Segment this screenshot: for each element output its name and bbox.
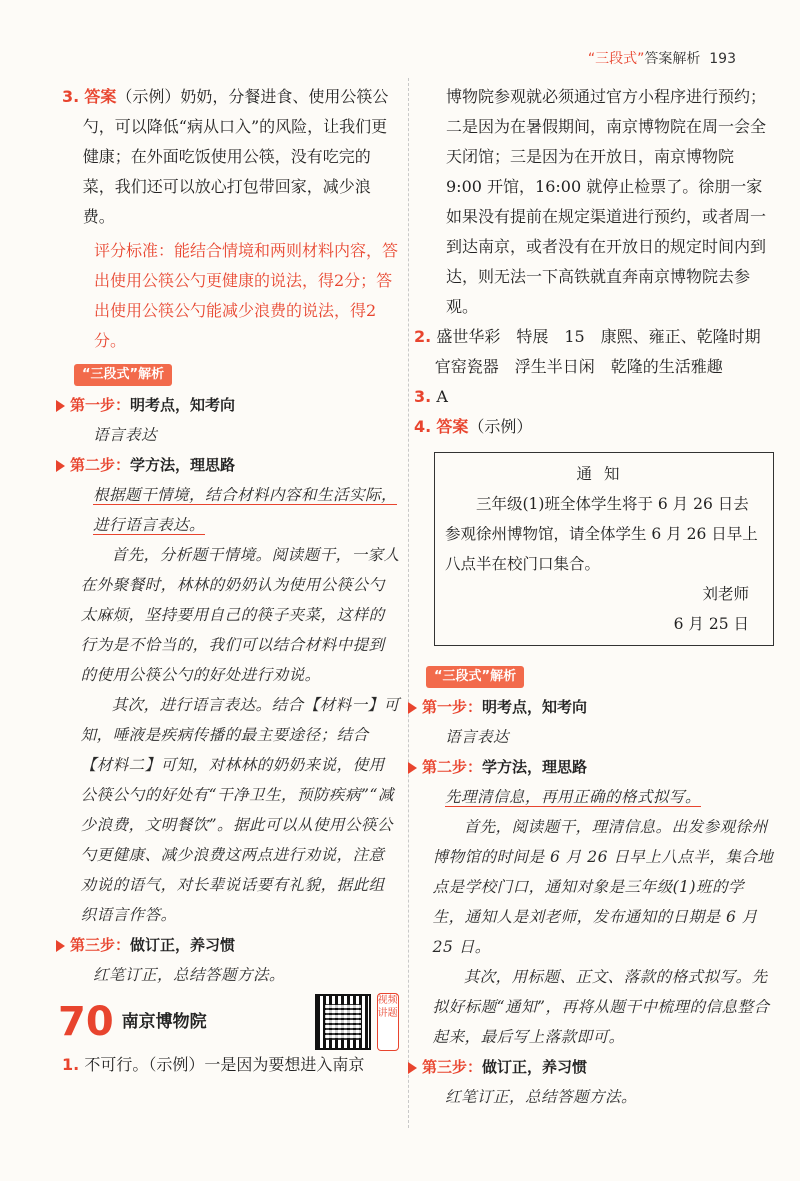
q1-continued: 博物院参观就必须通过官方小程序进行预约；二是因为在暑假期间，南京博物院在周一会全天闭馆；三是因为在开放日，南京博物院 9:00 开馆，16:00 就停止检票了。徐朋一家如果没有提前在规定渠道进行预约，或者周一到达南京，或者没有在开放日的规定时间内到达，则无法一下高铁就直奔南京博物院去参观。 (446, 87, 767, 316)
notice-body: 三年级(1)班全体学生将于 6 月 26 日去参观徐州博物馆，请全体学生 6 月 26 日早上八点半在校门口集合。 (445, 495, 758, 573)
step2-underline: 根据题干情境，结合材料内容和生活实际，进行语言表达。 (93, 486, 398, 534)
step1-label: 第一步： (422, 698, 483, 716)
q1-number: 1. (62, 1055, 80, 1074)
step1-heading (408, 692, 774, 722)
left-column (58, 82, 400, 1080)
q3r-number: 3. (414, 387, 432, 406)
q4-text: （示例） (468, 417, 533, 436)
step3-title: 做订正，养习惯 (482, 1058, 588, 1076)
step3-content: 红笔订正，总结答题方法。 (93, 966, 286, 984)
step2-label: 第二步： (422, 758, 483, 776)
q2-text: 盛世华彩 特展 15 康熙、雍正、乾隆时期官窑瓷器 浮生半日闲 乾隆的生活雅趣 (434, 327, 761, 376)
step2-label: 第二步： (70, 456, 131, 474)
video-tag[interactable]: 视频讲题 (377, 993, 399, 1051)
step3-label: 第三步： (70, 936, 131, 954)
q3-answer-label: 答案 (84, 87, 117, 106)
q3r-answer (414, 382, 774, 412)
step1-title: 明考点，知考向 (130, 396, 236, 414)
notice-date: 6 月 25 日 (673, 615, 749, 633)
step1-label: 第一步： (70, 396, 131, 414)
section-number: 70 (58, 999, 114, 1045)
qr-code-icon[interactable] (315, 994, 371, 1050)
step3-heading (408, 1052, 774, 1082)
q3-criteria: 评分标准：能结合情境和两则材料内容，答出使用公筷公勺更健康的说法，得2分；答出使用公筷公勺能减少浪费的说法，得2分。 (94, 241, 399, 350)
header-highlight: “三段式” (587, 51, 645, 67)
analysis-badge: “三段式”解析 (74, 364, 172, 386)
q3-answer (62, 82, 400, 232)
section-title (58, 995, 400, 1046)
section-name: 南京博物院 (121, 1012, 207, 1032)
q1-text: 不可行。（示例）一是因为要想进入南京 (84, 1055, 365, 1074)
analysis-para1: 首先，阅读题干，理清信息。出发参观徐州博物馆的时间是 6 月 26 日早上八点半，集合地点是学校门口，通知对象是三年级(1)班的学生，通知人是刘老师，发布通知的日期是 6 月 25 日。 (432, 818, 774, 956)
q2-answer (414, 322, 774, 382)
analysis-para2: 其次，进行语言表达。结合【材料一】可知，唾液是疾病传播的最主要途径；结合【材料二】可知，对林林的奶奶来说，使用公筷公勺的好处有“干净卫生，预防疾病”“减少浪费，文明餐饮”。据此可以从使用公筷公勺更健康、减少浪费这两点进行劝说，注意劝说的语气，对长辈说话要有礼貌，据此组织语言作答。 (80, 696, 400, 924)
analysis-para2: 其次，用标题、正文、落款的格式拟写。先拟好标题“通知”，再将从题干中梳理的信息整合起来，最后写上落款即可。 (432, 968, 770, 1046)
step2-method (62, 480, 400, 540)
step3-title: 做订正，养习惯 (130, 936, 236, 954)
q3-number: 3. (62, 87, 80, 106)
step2-method (414, 782, 774, 812)
q3r-text: A (436, 387, 448, 406)
step3-content: 红笔订正，总结答题方法。 (445, 1088, 638, 1106)
step-arrow-icon (408, 762, 417, 774)
step2-heading (56, 450, 400, 480)
step2-heading (408, 752, 774, 782)
header-text: 答案解析 (644, 51, 701, 67)
step1-content: 语言表达 (445, 728, 510, 746)
q4-answer (414, 412, 774, 442)
page-number: 193 (709, 51, 736, 67)
q4-label: 答案 (436, 417, 469, 436)
step-arrow-icon (56, 400, 65, 412)
right-column (414, 82, 774, 1112)
q1-answer (62, 1050, 400, 1080)
step3-heading (56, 930, 400, 960)
page-header (588, 48, 736, 68)
step3-label: 第三步： (422, 1058, 483, 1076)
step-arrow-icon (408, 1062, 417, 1074)
step-arrow-icon (56, 460, 65, 472)
step2-underline: 先理清信息，再用正确的格式拟写。 (445, 788, 702, 806)
step-arrow-icon (56, 940, 65, 952)
analysis-para1: 首先，分析题干情境。阅读题干，一家人在外聚餐时，林林的奶奶认为使用公筷公勺太麻烦，坚持要用自己的筷子夹菜，这样的行为是不恰当的，我们可以结合材料中提到的使用公筷公勺的好处进行劝说。 (80, 546, 400, 684)
step1-content: 语言表达 (93, 426, 158, 444)
step1-heading (56, 390, 400, 420)
step-arrow-icon (408, 702, 417, 714)
q4-number: 4. (414, 417, 432, 436)
step2-title: 学方法，理思路 (130, 456, 236, 474)
analysis-badge: “三段式”解析 (426, 666, 524, 688)
column-divider (408, 78, 410, 1128)
notice-box (434, 452, 774, 646)
notice-signature: 刘老师 (702, 585, 749, 603)
notice-title: 通知 (576, 465, 632, 483)
step2-title: 学方法，理思路 (482, 758, 588, 776)
q3-answer-text: （示例）奶奶，分餐进食、使用公筷公勺，可以降低“病从口入”的风险，让我们更健康；在外面吃饭使用公筷，没有吃完的菜，我们还可以放心打包带回家，减少浪费。 (82, 87, 389, 226)
step1-title: 明考点，知考向 (482, 698, 588, 716)
q2-number: 2. (414, 327, 432, 346)
